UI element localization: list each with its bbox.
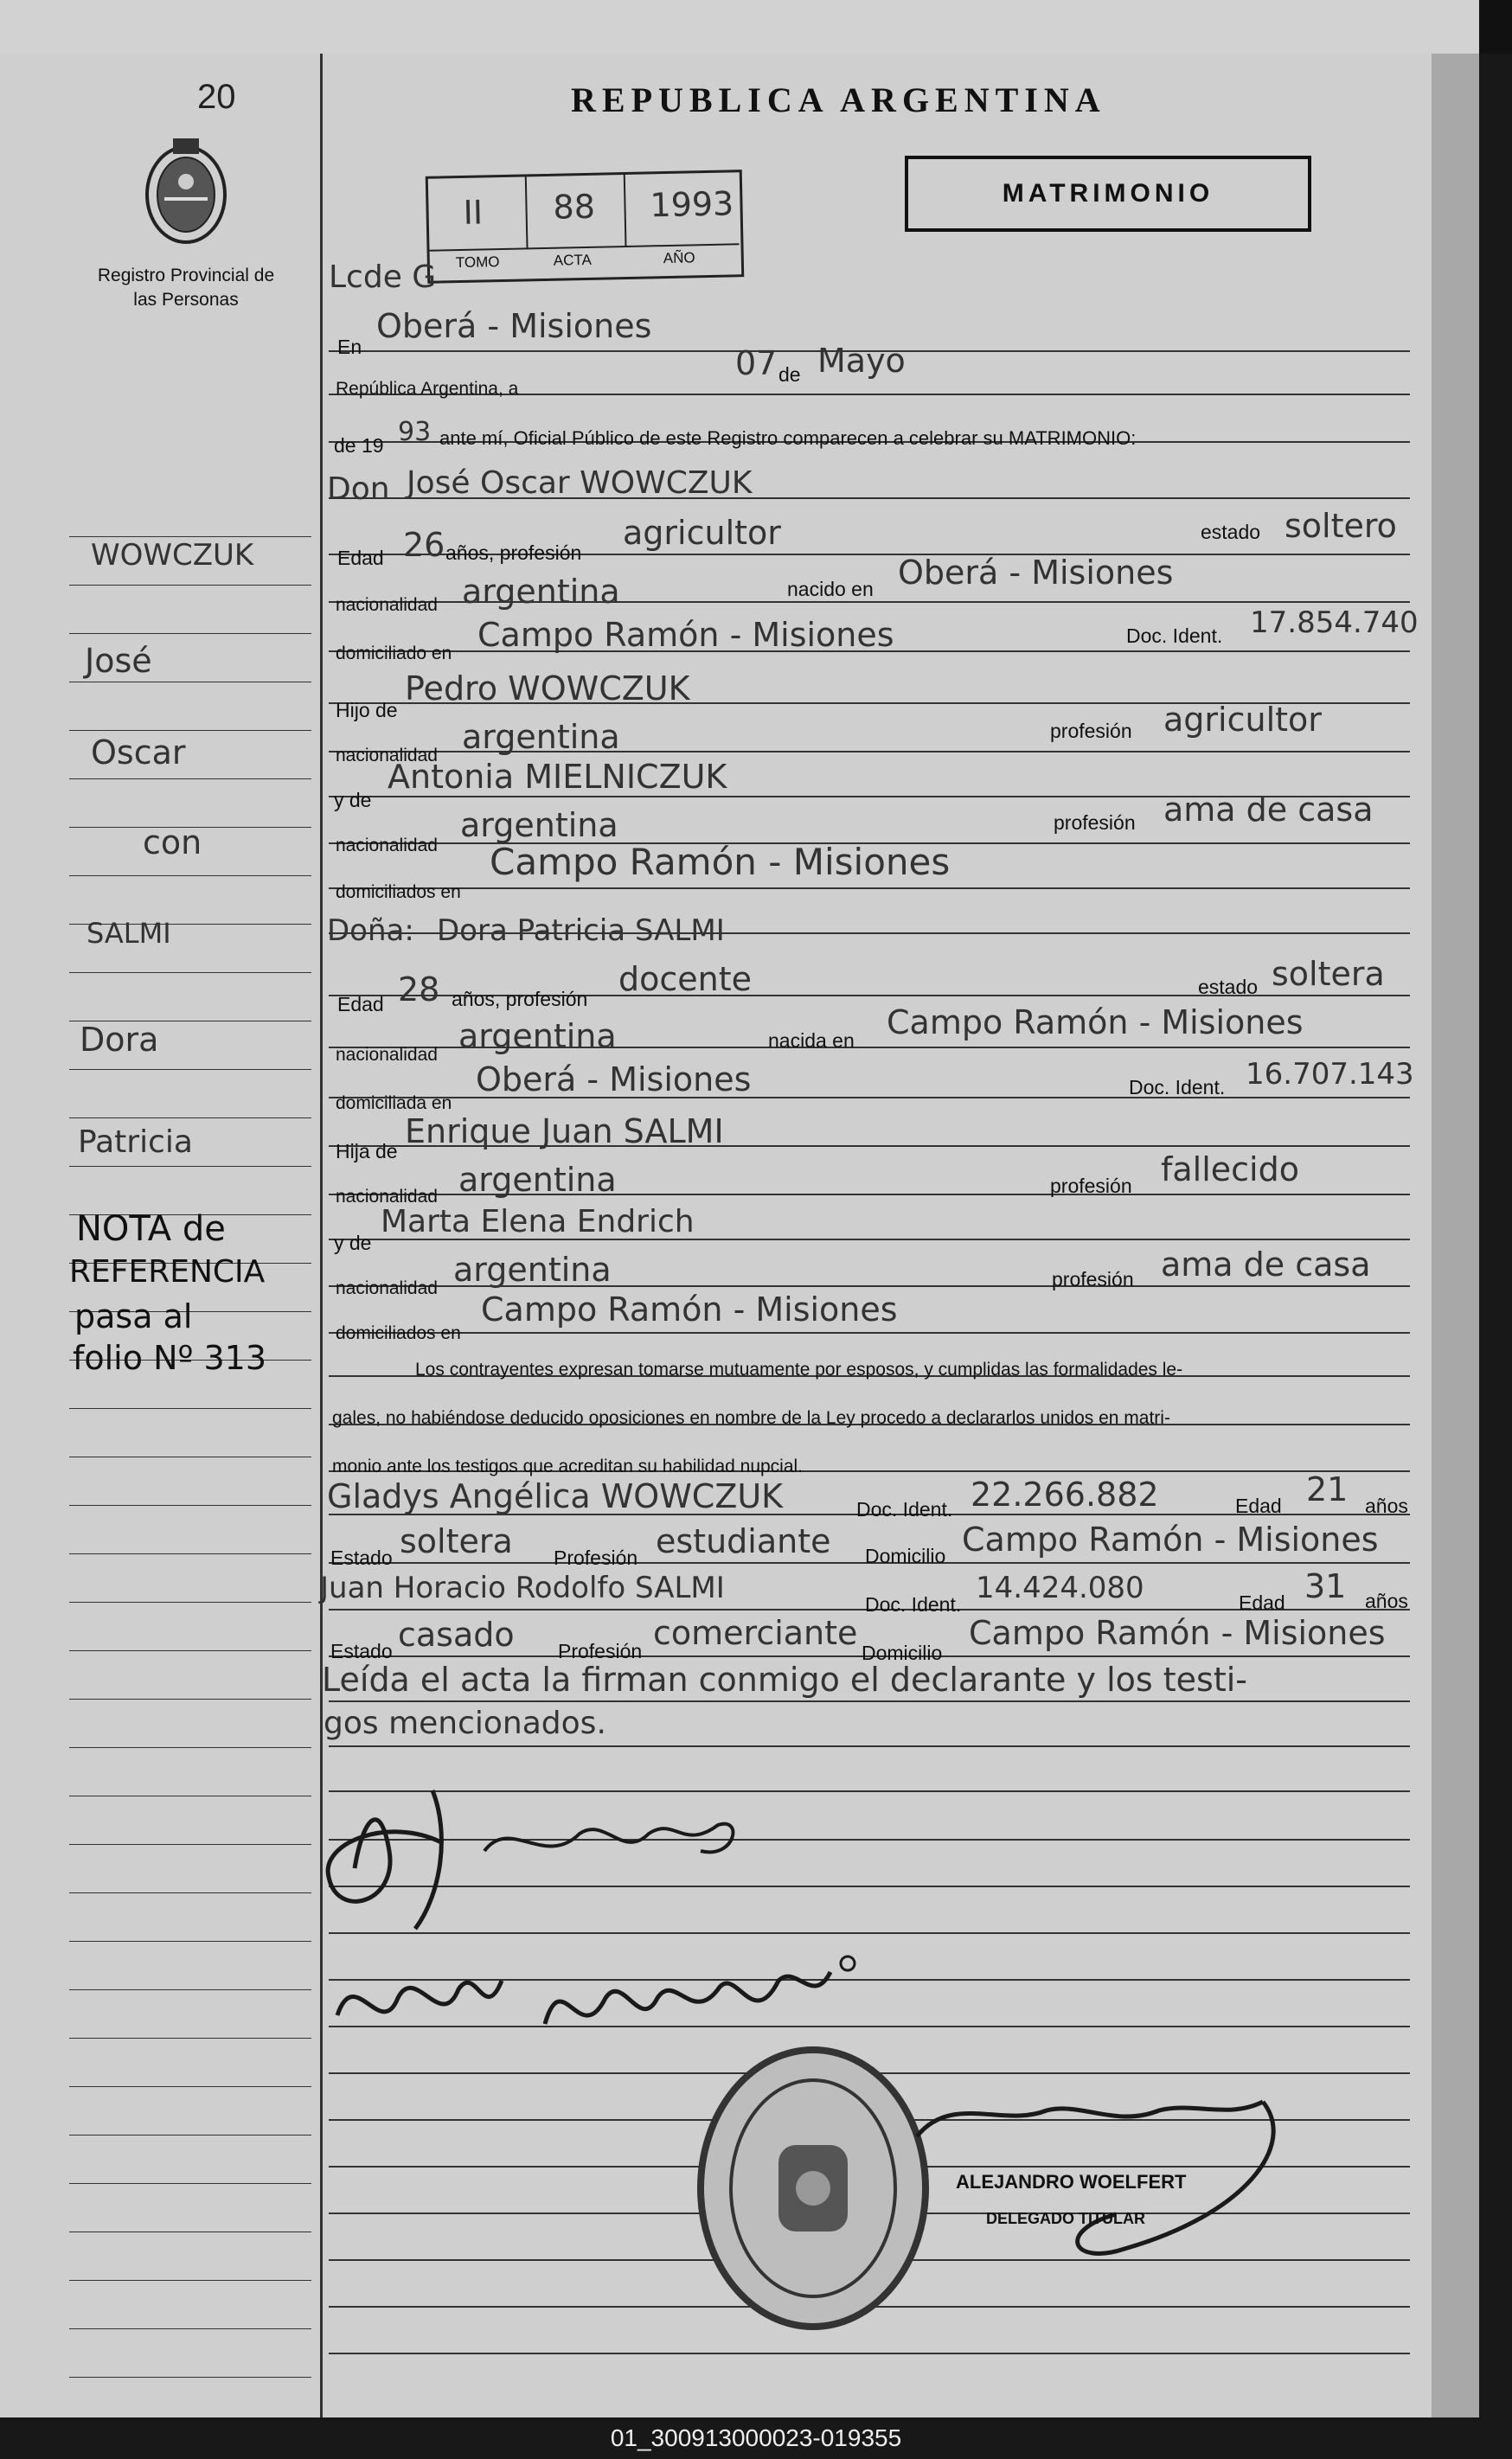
groom-father-prof-label: profesión (1050, 720, 1132, 742)
bride-nac-label: nacionalidad (336, 1045, 438, 1065)
witness-2-prof-label: Profesión (558, 1640, 643, 1662)
margin-ruled-line (69, 1989, 311, 1990)
witness-1-profession: estudiante (656, 1522, 831, 1560)
acta-label: ACTA (553, 251, 593, 269)
groom-estado: soltero (1285, 507, 1397, 545)
groom-father: Pedro WOWCZUK (405, 669, 690, 708)
bride-profession: docente (618, 960, 753, 998)
groom-parents-dom: Campo Ramón - Misiones (490, 841, 951, 883)
coat-of-arms-icon (138, 130, 234, 255)
bride-estado-label: estado (1198, 976, 1259, 998)
margin-ruled-line (69, 1553, 311, 1554)
closing-line-1: Leída el acta la firman conmigo el declarante y los testi- (322, 1661, 1248, 1699)
witness-1-domicile: Campo Ramón - Misiones (962, 1521, 1379, 1559)
margin-note-ref-2: REFERENCIA (69, 1254, 266, 1290)
margin-ruled-line (69, 1602, 311, 1603)
margin-note-con: con (143, 823, 202, 861)
margin-ruled-line (69, 1844, 311, 1845)
registry-name: Registro Provincial de las Personas (97, 266, 275, 310)
official-name: ALEJANDRO WOELFERT (956, 2171, 1187, 2193)
intro-statement: ante mí, Oficial Público de este Registro comparecen a celebrar su MATRIMONIO: (439, 427, 1137, 449)
margin-note-ref-1: NOTA de (76, 1209, 226, 1249)
margin-note-ref-4: folio Nº 313 (73, 1339, 267, 1377)
witness-2-profession: comerciante (653, 1614, 858, 1652)
margin-ruled-line (69, 2280, 311, 2281)
margin-ruled-line (69, 585, 311, 586)
place: Oberá - Misiones (376, 307, 652, 345)
bride-yde-label: y de (334, 1232, 372, 1254)
groom-estado-label: estado (1201, 521, 1261, 543)
groom-profession: agricultor (623, 514, 781, 552)
en-label: En (337, 336, 362, 358)
witness-1-prof-label: Profesión (554, 1546, 638, 1569)
groom-name: José Oscar WOWCZUK (407, 465, 753, 501)
witness-2-domicile: Campo Ramón - Misiones (969, 1614, 1386, 1652)
bride-father-nat: argentina (458, 1161, 617, 1199)
margin-ruled-line (69, 1747, 311, 1748)
groom-nationality: argentina (462, 573, 620, 611)
republica-label: República Argentina, a (336, 379, 519, 399)
margin-ruled-line (69, 1408, 311, 1409)
groom-doc: 17.854.740 (1250, 605, 1419, 640)
witness-2-dom-label: Domicilio (862, 1642, 943, 1664)
groom-father-nat: argentina (462, 718, 620, 756)
groom-mother-nat: argentina (460, 806, 618, 844)
margin-ruled-line (69, 2135, 311, 2136)
year-prefix: de 19 (334, 434, 384, 457)
bride-nationality: argentina (458, 1017, 617, 1055)
groom-mother: Antonia MIELNICZUK (388, 758, 727, 796)
margin-note-ref-3: pasa al (74, 1297, 193, 1335)
margin-ruled-line (69, 972, 311, 973)
statement-line-2: gales, no habiéndose deducido oposiciones en nombre de la Ley procedo a declararlos unidos en matri- (332, 1408, 1170, 1428)
acta-value: 88 (553, 187, 596, 227)
margin-ruled-line (69, 2377, 311, 2378)
bride-nacida-label: nacida en (768, 1029, 855, 1052)
bride-father-nat-label: nacionalidad (336, 1187, 438, 1207)
margin-ruled-line (69, 1505, 311, 1506)
margin-ruled-line (69, 1892, 311, 1893)
witness-2-edad-label: Edad (1239, 1591, 1285, 1614)
bride-parents-dom-label: domiciliados en (336, 1323, 461, 1343)
groom-dom-label: domiciliado en (336, 644, 452, 663)
margin-note-bride-surname: SALMI (86, 917, 171, 950)
ruled-line (329, 2353, 1410, 2354)
official-seal-icon (692, 2041, 934, 2335)
margin-ruled-line (69, 1699, 311, 1700)
groom-birthplace: Oberá - Misiones (898, 554, 1174, 592)
year-suffix: 93 (398, 417, 432, 447)
bride-name: Dora Patricia SALMI (437, 913, 725, 948)
witness-1-estado: soltera (400, 1522, 513, 1560)
margin-ruled-line (69, 536, 311, 537)
witness-1-anos-label: años (1365, 1495, 1408, 1517)
margin-note-middle-name: Oscar (91, 733, 186, 772)
margin-ruled-line (69, 1069, 311, 1070)
margin-ruled-line (69, 778, 311, 779)
witness-2-doc: 14.424.080 (976, 1571, 1144, 1605)
country-title: REPUBLICA ARGENTINA (571, 80, 1106, 119)
bride-estado: soltera (1272, 955, 1385, 993)
bride-hija-label: Hija de (336, 1140, 398, 1162)
margin-ruled-line (69, 2038, 311, 2039)
page-reference: 01_300913000023-019355 (610, 2424, 902, 2451)
margin-ruled-line (69, 875, 311, 876)
witness-1-doc-label: Doc. Ident. (856, 1498, 953, 1521)
margin-ruled-line (69, 633, 311, 634)
ruled-line (329, 1745, 1410, 1747)
margin-ruled-line (69, 2328, 311, 2329)
witness-2-doc-label: Doc. Ident. (865, 1593, 962, 1616)
margin-ruled-line (69, 1166, 311, 1167)
groom-nacido-label: nacido en (787, 578, 874, 600)
groom-mother-prof: ama de casa (1163, 791, 1374, 829)
ano-value: 1993 (650, 184, 734, 225)
ano-label: AÑO (663, 249, 695, 267)
closing-line-2: gos mencionados. (324, 1706, 606, 1741)
groom-nac-label: nacionalidad (336, 595, 438, 615)
bride-title: Doña: (327, 913, 414, 948)
ruled-line (329, 1700, 1410, 1702)
groom-yde-label: y de (334, 789, 372, 811)
margin-ruled-line (69, 2086, 311, 2087)
groom-mother-prof-label: profesión (1054, 811, 1136, 834)
bride-mother-prof: ama de casa (1161, 1246, 1371, 1284)
groom-father-prof: agricultor (1163, 701, 1322, 739)
witness-1-age: 21 (1306, 1470, 1349, 1508)
bride-father-prof: fallecido (1161, 1150, 1299, 1188)
margin-note-bride-first: Dora (80, 1021, 159, 1059)
tomo-label: TOMO (455, 253, 500, 272)
groom-edad-label: Edad (337, 547, 384, 569)
bride-mother: Marta Elena Endrich (381, 1204, 695, 1239)
de-label: de (778, 363, 801, 386)
margin-note-first-name: José (85, 642, 152, 680)
bride-father: Enrique Juan SALMI (405, 1112, 724, 1150)
bride-father-prof-label: profesión (1050, 1175, 1132, 1197)
bride-mother-nat: argentina (453, 1251, 612, 1289)
ruled-line (329, 1332, 1410, 1334)
margin-note-surname: WOWCZUK (91, 538, 254, 573)
groom-parents-dom-label: domiciliados en (336, 882, 461, 902)
bride-edad-label: Edad (337, 993, 384, 1015)
witness-1-doc: 22.266.882 (971, 1476, 1159, 1514)
bride-doc: 16.707.143 (1246, 1057, 1414, 1092)
bride-doc-label: Doc. Ident. (1129, 1076, 1226, 1098)
annotation: Lcde G (329, 259, 437, 295)
official-title: DELEGADO TITULAR (986, 2210, 1145, 2227)
groom-doc-label: Doc. Ident. (1126, 624, 1223, 647)
margin-divider (320, 54, 323, 2417)
witness-2-estado: casado (398, 1616, 515, 1654)
groom-hijo-label: Hijo de (336, 699, 398, 721)
signature-groom (320, 1764, 770, 1942)
statement-line-1: Los contrayentes expresan tomarse mutuamente por esposos, y cumplidas las formalidades le- (415, 1360, 1183, 1380)
bride-parents-dom: Campo Ramón - Misiones (481, 1290, 898, 1329)
bride-domicile: Oberá - Misiones (476, 1060, 752, 1098)
witness-1-estado-label: Estado (330, 1546, 393, 1569)
bride-anos-label: años, profesión (452, 988, 588, 1010)
margin-ruled-line (69, 730, 311, 731)
statement-line-3: monio ante los testigos que acreditan su habilidad nupcial. (332, 1457, 804, 1476)
witness-1-edad-label: Edad (1235, 1495, 1282, 1517)
witness-1-name: Gladys Angélica WOWCZUK (327, 1477, 784, 1515)
witness-1-dom-label: Domicilio (865, 1545, 946, 1567)
groom-mother-nat-label: nacionalidad (336, 836, 438, 855)
margin-ruled-line (69, 1117, 311, 1118)
witness-2-age: 31 (1304, 1567, 1347, 1605)
bride-mother-nat-label: nacionalidad (336, 1278, 438, 1298)
groom-age: 26 (403, 526, 445, 564)
margin-ruled-line (69, 1650, 311, 1651)
ruled-line (329, 887, 1410, 889)
record-type-box: MATRIMONIO (905, 156, 1311, 232)
tomo-value: II (463, 193, 484, 232)
day: 07 (735, 344, 778, 382)
month: Mayo (817, 342, 906, 380)
witness-2-name: Juan Horacio Rodolfo SALMI (320, 1571, 725, 1605)
margin-ruled-line (69, 2183, 311, 2184)
witness-2-anos-label: años (1365, 1590, 1408, 1612)
bride-birthplace: Campo Ramón - Misiones (887, 1003, 1304, 1041)
margin-ruled-line (69, 1941, 311, 1942)
witness-2-estado-label: Estado (330, 1640, 393, 1662)
bride-dom-label: domiciliada en (336, 1093, 452, 1113)
groom-anos-label: años, profesión (445, 541, 582, 564)
folio-number: 20 (197, 78, 236, 116)
bride-age: 28 (398, 970, 440, 1009)
groom-father-nat-label: nacionalidad (336, 746, 438, 765)
bride-mother-prof-label: profesión (1052, 1268, 1134, 1290)
margin-note-bride-middle: Patricia (78, 1124, 193, 1160)
groom-domicile: Campo Ramón - Misiones (477, 616, 894, 654)
tomo-acta-box (426, 170, 745, 284)
groom-title: Don (327, 471, 390, 507)
